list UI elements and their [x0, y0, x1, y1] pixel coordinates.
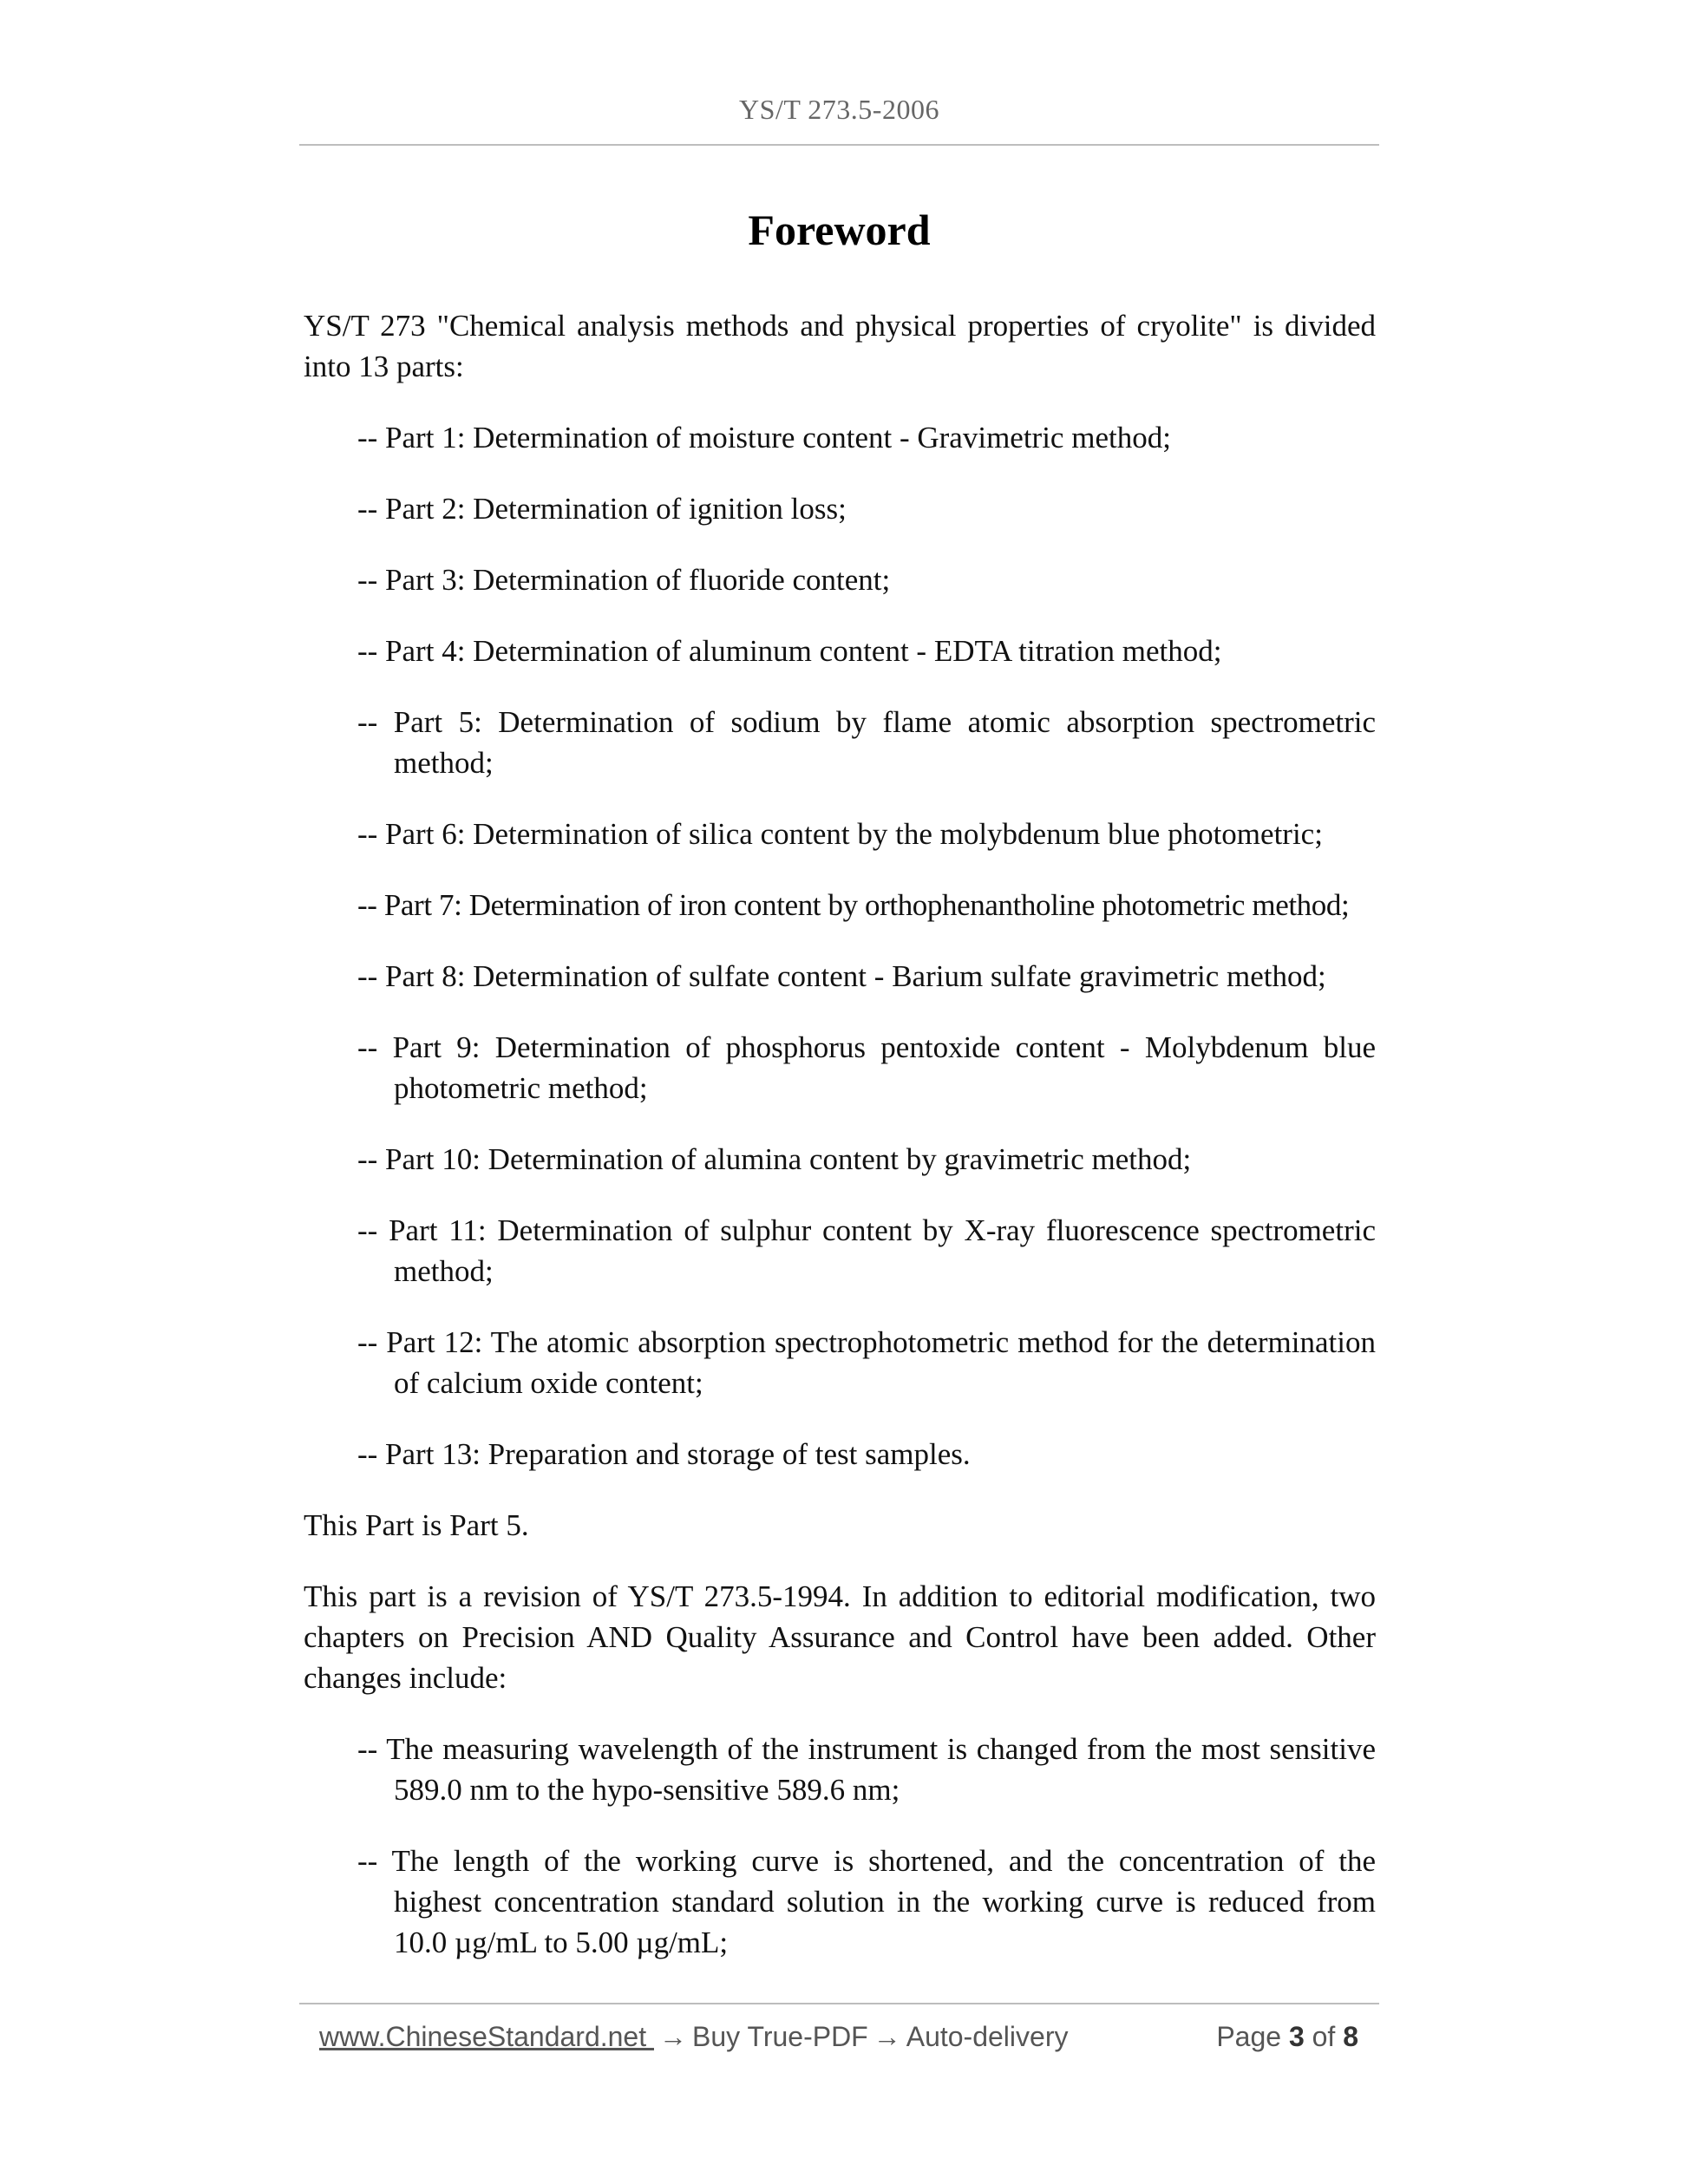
list-item-part-8: -- Part 8: Determination of sulfate content - Barium sulfate gravimetric method;: [357, 959, 1326, 993]
page-total: 8: [1343, 2021, 1358, 2052]
intro-paragraph: YS/T 273 "Chemical analysis methods and physical properties of cryolite" is divided into 13 parts:: [304, 309, 1376, 383]
document-body: [304, 305, 1376, 1993]
list-item-part-2: -- Part 2: Determination of ignition loss;: [357, 492, 847, 526]
this-part-paragraph: This Part is Part 5.: [304, 1508, 529, 1542]
page-footer: [319, 2021, 1369, 2061]
list-item-change-2: -- The length of the working curve is shortened, and the concentration of the highest concentration standard solution in the working curve is reduced from 10.0 µg/mL to 5.00 µg/mL;: [357, 1844, 1376, 1959]
list-item-part-12: -- Part 12: The atomic absorption spectrophotometric method for the determination of calcium oxide content;: [357, 1325, 1376, 1400]
list-item-part-10: -- Part 10: Determination of alumina content by gravimetric method;: [357, 1142, 1192, 1176]
page-number: [1216, 2021, 1358, 2053]
list-item-part-4: -- Part 4: Determination of aluminum content - EDTA titration method;: [357, 634, 1222, 668]
list-item-part-7: -- Part 7: Determination of iron content by orthophenantholine photometric method;: [357, 888, 1350, 922]
list-item-part-13: -- Part 13: Preparation and storage of test samples.: [357, 1437, 971, 1471]
list-item-part-5: -- Part 5: Determination of sodium by flame atomic absorption spectrometric method;: [357, 705, 1376, 780]
page-current: 3: [1288, 2021, 1305, 2052]
auto-delivery-text: Auto-delivery: [906, 2021, 1069, 2052]
right-arrow-icon: →: [659, 2021, 687, 2052]
list-item-part-6: -- Part 6: Determination of silica content by the molybdenum blue photometric;: [357, 817, 1323, 851]
page-label: Page: [1216, 2021, 1282, 2052]
right-arrow-icon: →: [873, 2021, 901, 2052]
list-item-change-1: -- The measuring wavelength of the instrument is changed from the most sensitive 589.0 nm to the hypo-sensitive 589.6 nm;: [357, 1732, 1376, 1807]
website-link[interactable]: www.ChineseStandard.net: [319, 2021, 654, 2052]
revision-paragraph: This part is a revision of YS/T 273.5-1994. In addition to editorial modification, two chapters on Precision AND Quality Assurance and Control have been added. Other changes include:: [304, 1579, 1376, 1695]
running-header: YS/T 273.5-2006: [739, 94, 939, 125]
header-rule: [299, 144, 1379, 146]
page-title: Foreword: [748, 206, 931, 254]
list-item-part-3: -- Part 3: Determination of fluoride content;: [357, 563, 891, 597]
list-item-part-9: -- Part 9: Determination of phosphorus pentoxide content - Molybdenum blue photometric method;: [357, 1030, 1376, 1105]
footer-rule: [299, 2003, 1379, 2004]
page-of-label: of: [1312, 2021, 1336, 2052]
list-item-part-11: -- Part 11: Determination of sulphur content by X-ray fluorescence spectrometric method;: [357, 1213, 1376, 1288]
list-item-part-1: -- Part 1: Determination of moisture content - Gravimetric method;: [357, 421, 1171, 454]
footer-promo: [319, 2021, 1068, 2053]
buy-true-pdf-link[interactable]: Buy True-PDF: [692, 2021, 868, 2052]
